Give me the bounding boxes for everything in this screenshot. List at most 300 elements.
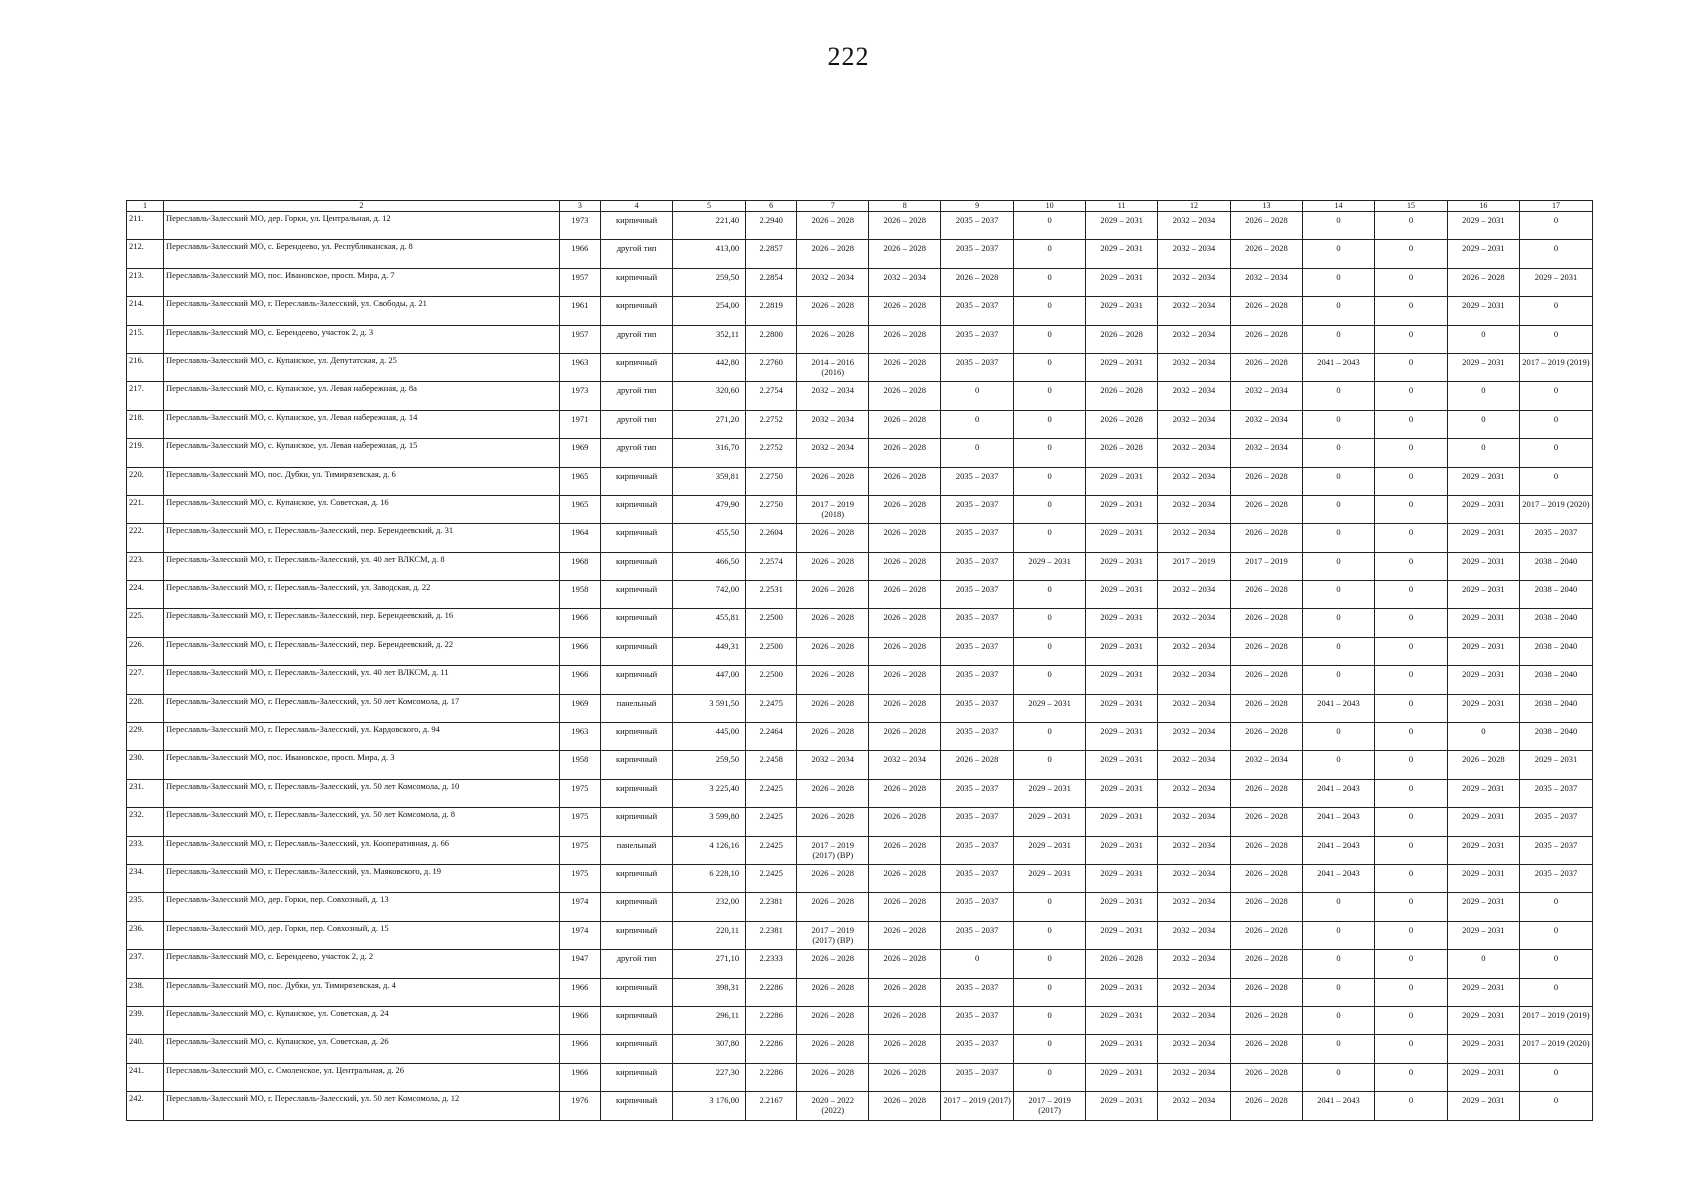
table-row: [127, 382, 1593, 410]
year-built-cell: 1968: [559, 552, 600, 580]
period-col-8-cell: 2026 – 2028: [869, 694, 941, 722]
column-number-header: 9: [941, 201, 1014, 212]
address-cell: Переславль-Залесский МО, г. Переславль-Залесский, ул. Кооперативная, д. 66: [164, 836, 560, 864]
rating-cell: 2.2500: [746, 637, 797, 665]
row-number-cell: 223.: [127, 552, 164, 580]
rating-cell: 2.2750: [746, 467, 797, 495]
rating-cell: 2.2854: [746, 268, 797, 296]
table-row: [127, 751, 1593, 779]
period-col-8-cell: 2026 – 2028: [869, 410, 941, 438]
period-col-16-cell: 2029 – 2031: [1447, 1006, 1519, 1034]
year-built-cell: 1969: [559, 694, 600, 722]
period-col-7-cell: 2026 – 2028: [797, 524, 869, 552]
period-col-10-cell: 0: [1014, 978, 1086, 1006]
period-col-10-cell: 0: [1014, 268, 1086, 296]
wall-material-cell: другой тип: [601, 439, 673, 467]
period-col-16-cell: 2029 – 2031: [1447, 212, 1519, 240]
period-col-13-cell: 2032 – 2034: [1231, 439, 1303, 467]
period-col-8-cell: 2026 – 2028: [869, 893, 941, 921]
period-col-7-cell: 2032 – 2034: [797, 751, 869, 779]
repair-schedule-table: [126, 200, 1593, 1121]
column-number-header: 2: [164, 201, 560, 212]
table-row: [127, 978, 1593, 1006]
address-cell: Переславль-Залесский МО, г. Переславль-Залесский, ул. 40 лет ВЛКСМ, д. 8: [164, 552, 560, 580]
rating-cell: 2.2531: [746, 581, 797, 609]
period-col-16-cell: 2029 – 2031: [1447, 978, 1519, 1006]
period-col-7-cell: 2026 – 2028: [797, 978, 869, 1006]
period-col-11-cell: 2029 – 2031: [1086, 779, 1158, 807]
period-col-17-cell: 2035 – 2037: [1519, 779, 1592, 807]
period-col-15-cell: 0: [1374, 240, 1447, 268]
period-col-17-cell: 0: [1519, 325, 1592, 353]
period-col-7-cell: 2026 – 2028: [797, 864, 869, 892]
period-col-10-cell: 0: [1014, 637, 1086, 665]
area-cell: 259,50: [673, 268, 746, 296]
period-col-15-cell: 0: [1374, 297, 1447, 325]
period-col-12-cell: 2032 – 2034: [1158, 779, 1231, 807]
period-col-9-cell: 2035 – 2037: [941, 495, 1014, 523]
column-number-header: 1: [127, 201, 164, 212]
period-col-9-cell: 2035 – 2037: [941, 893, 1014, 921]
address-cell: Переславль-Залесский МО, пос. Ивановское, просп. Мира, д. 3: [164, 751, 560, 779]
table-row: [127, 410, 1593, 438]
rating-cell: 2.2800: [746, 325, 797, 353]
column-number-header: 7: [797, 201, 869, 212]
period-col-16-cell: 2026 – 2028: [1447, 268, 1519, 296]
year-built-cell: 1947: [559, 950, 600, 978]
period-col-14-cell: 2041 – 2043: [1303, 694, 1375, 722]
period-col-17-cell: 0: [1519, 950, 1592, 978]
period-col-10-cell: 2029 – 2031: [1014, 864, 1086, 892]
period-col-7-cell: 2026 – 2028: [797, 694, 869, 722]
rating-cell: 2.2425: [746, 864, 797, 892]
period-col-7-cell: 2026 – 2028: [797, 325, 869, 353]
period-col-8-cell: 2026 – 2028: [869, 1063, 941, 1091]
period-col-13-cell: 2026 – 2028: [1231, 495, 1303, 523]
period-col-13-cell: 2026 – 2028: [1231, 1063, 1303, 1091]
period-col-7-cell: 2026 – 2028: [797, 637, 869, 665]
year-built-cell: 1966: [559, 609, 600, 637]
period-col-12-cell: 2032 – 2034: [1158, 950, 1231, 978]
wall-material-cell: кирпичный: [601, 1035, 673, 1063]
year-built-cell: 1974: [559, 921, 600, 949]
rating-cell: 2.2381: [746, 921, 797, 949]
address-cell: Переславль-Залесский МО, с. Купанское, ул. Левая набережная, д. 8а: [164, 382, 560, 410]
period-col-17-cell: 2038 – 2040: [1519, 637, 1592, 665]
wall-material-cell: кирпичный: [601, 495, 673, 523]
table-body: [127, 212, 1593, 1121]
row-number-cell: 232.: [127, 808, 164, 836]
period-col-10-cell: 0: [1014, 353, 1086, 381]
year-built-cell: 1957: [559, 325, 600, 353]
row-number-cell: 241.: [127, 1063, 164, 1091]
address-cell: Переславль-Залесский МО, с. Купанское, ул. Советская, д. 26: [164, 1035, 560, 1063]
rating-cell: 2.2425: [746, 808, 797, 836]
period-col-9-cell: 2035 – 2037: [941, 836, 1014, 864]
row-number-cell: 216.: [127, 353, 164, 381]
year-built-cell: 1966: [559, 1006, 600, 1034]
period-col-14-cell: 0: [1303, 893, 1375, 921]
period-col-9-cell: 2035 – 2037: [941, 666, 1014, 694]
column-number-header: 12: [1158, 201, 1231, 212]
row-number-cell: 217.: [127, 382, 164, 410]
table-row: [127, 893, 1593, 921]
period-col-12-cell: 2032 – 2034: [1158, 1035, 1231, 1063]
year-built-cell: 1966: [559, 666, 600, 694]
period-col-14-cell: 0: [1303, 382, 1375, 410]
period-col-13-cell: 2026 – 2028: [1231, 779, 1303, 807]
address-cell: Переславль-Залесский МО, с. Берендеево, участок 2, д. 3: [164, 325, 560, 353]
address-cell: Переславль-Залесский МО, с. Берендеево, участок 2, д. 2: [164, 950, 560, 978]
area-cell: 479,90: [673, 495, 746, 523]
wall-material-cell: другой тип: [601, 325, 673, 353]
period-col-15-cell: 0: [1374, 1006, 1447, 1034]
rating-cell: 2.2819: [746, 297, 797, 325]
period-col-10-cell: 0: [1014, 666, 1086, 694]
area-cell: 742,00: [673, 581, 746, 609]
period-col-10-cell: 0: [1014, 495, 1086, 523]
period-col-15-cell: 0: [1374, 978, 1447, 1006]
row-number-cell: 222.: [127, 524, 164, 552]
period-col-17-cell: 0: [1519, 893, 1592, 921]
period-col-7-cell: 2026 – 2028: [797, 609, 869, 637]
row-number-cell: 230.: [127, 751, 164, 779]
wall-material-cell: кирпичный: [601, 779, 673, 807]
period-col-11-cell: 2029 – 2031: [1086, 467, 1158, 495]
period-col-15-cell: 0: [1374, 212, 1447, 240]
period-col-14-cell: 0: [1303, 581, 1375, 609]
area-cell: 4 126,16: [673, 836, 746, 864]
table-row: [127, 524, 1593, 552]
period-col-14-cell: 2041 – 2043: [1303, 1092, 1375, 1120]
period-col-14-cell: 0: [1303, 467, 1375, 495]
period-col-15-cell: 0: [1374, 382, 1447, 410]
year-built-cell: 1975: [559, 808, 600, 836]
period-col-17-cell: 2038 – 2040: [1519, 666, 1592, 694]
column-number-header: 5: [673, 201, 746, 212]
period-col-9-cell: 2035 – 2037: [941, 353, 1014, 381]
rating-cell: 2.2464: [746, 723, 797, 751]
period-col-15-cell: 0: [1374, 268, 1447, 296]
area-cell: 220,11: [673, 921, 746, 949]
period-col-11-cell: 2029 – 2031: [1086, 1006, 1158, 1034]
table-row: [127, 950, 1593, 978]
period-col-8-cell: 2026 – 2028: [869, 978, 941, 1006]
address-cell: Переславль-Залесский МО, с. Купанское, ул. Левая набережная, д. 15: [164, 439, 560, 467]
period-col-15-cell: 0: [1374, 808, 1447, 836]
period-col-7-cell: 2026 – 2028: [797, 808, 869, 836]
period-col-14-cell: 0: [1303, 666, 1375, 694]
period-col-10-cell: 2029 – 2031: [1014, 836, 1086, 864]
rating-cell: 2.2760: [746, 353, 797, 381]
address-cell: Переславль-Залесский МО, дер. Горки, ул. Центральная, д. 12: [164, 212, 560, 240]
column-number-header: 17: [1519, 201, 1592, 212]
period-col-14-cell: 0: [1303, 950, 1375, 978]
period-col-9-cell: 2035 – 2037: [941, 609, 1014, 637]
row-number-cell: 219.: [127, 439, 164, 467]
year-built-cell: 1964: [559, 524, 600, 552]
period-col-17-cell: 2029 – 2031: [1519, 751, 1592, 779]
period-col-15-cell: 0: [1374, 921, 1447, 949]
period-col-8-cell: 2026 – 2028: [869, 552, 941, 580]
period-col-15-cell: 0: [1374, 581, 1447, 609]
wall-material-cell: другой тип: [601, 410, 673, 438]
period-col-16-cell: 2029 – 2031: [1447, 779, 1519, 807]
period-col-8-cell: 2032 – 2034: [869, 268, 941, 296]
period-col-12-cell: 2032 – 2034: [1158, 1092, 1231, 1120]
period-col-12-cell: 2032 – 2034: [1158, 836, 1231, 864]
period-col-11-cell: 2029 – 2031: [1086, 552, 1158, 580]
row-number-cell: 211.: [127, 212, 164, 240]
address-cell: Переславль-Залесский МО, г. Переславль-Залесский, ул. 50 лет Комсомола, д. 12: [164, 1092, 560, 1120]
table-row: [127, 240, 1593, 268]
year-built-cell: 1958: [559, 581, 600, 609]
rating-cell: 2.2458: [746, 751, 797, 779]
period-col-17-cell: 2038 – 2040: [1519, 694, 1592, 722]
period-col-10-cell: 2017 – 2019 (2017): [1014, 1092, 1086, 1120]
period-col-14-cell: 0: [1303, 524, 1375, 552]
period-col-15-cell: 0: [1374, 950, 1447, 978]
period-col-14-cell: 0: [1303, 637, 1375, 665]
area-cell: 466,50: [673, 552, 746, 580]
rating-cell: 2.2750: [746, 495, 797, 523]
period-col-15-cell: 0: [1374, 836, 1447, 864]
period-col-11-cell: 2029 – 2031: [1086, 581, 1158, 609]
period-col-13-cell: 2026 – 2028: [1231, 325, 1303, 353]
rating-cell: 2.2500: [746, 609, 797, 637]
rating-cell: 2.2752: [746, 410, 797, 438]
period-col-16-cell: 0: [1447, 723, 1519, 751]
table-row: [127, 836, 1593, 864]
period-col-12-cell: 2032 – 2034: [1158, 751, 1231, 779]
period-col-13-cell: 2032 – 2034: [1231, 410, 1303, 438]
year-built-cell: 1966: [559, 1035, 600, 1063]
area-cell: 6 228,10: [673, 864, 746, 892]
period-col-16-cell: 2029 – 2031: [1447, 495, 1519, 523]
area-cell: 254,00: [673, 297, 746, 325]
rating-cell: 2.2425: [746, 836, 797, 864]
period-col-16-cell: 2029 – 2031: [1447, 1063, 1519, 1091]
period-col-9-cell: 2035 – 2037: [941, 552, 1014, 580]
row-number-cell: 227.: [127, 666, 164, 694]
period-col-15-cell: 0: [1374, 637, 1447, 665]
period-col-7-cell: 2026 – 2028: [797, 552, 869, 580]
period-col-14-cell: 0: [1303, 978, 1375, 1006]
period-col-17-cell: 2035 – 2037: [1519, 808, 1592, 836]
period-col-16-cell: 2029 – 2031: [1447, 240, 1519, 268]
period-col-9-cell: 2035 – 2037: [941, 581, 1014, 609]
page-number: 222: [827, 42, 870, 71]
period-col-14-cell: 0: [1303, 1035, 1375, 1063]
year-built-cell: 1963: [559, 353, 600, 381]
period-col-10-cell: 0: [1014, 325, 1086, 353]
period-col-8-cell: 2026 – 2028: [869, 212, 941, 240]
period-col-7-cell: 2026 – 2028: [797, 581, 869, 609]
period-col-12-cell: 2032 – 2034: [1158, 268, 1231, 296]
row-number-cell: 224.: [127, 581, 164, 609]
period-col-16-cell: 2029 – 2031: [1447, 353, 1519, 381]
period-col-10-cell: 0: [1014, 410, 1086, 438]
address-cell: Переславль-Залесский МО, дер. Горки, пер. Совхозный, д. 13: [164, 893, 560, 921]
table-row: [127, 921, 1593, 949]
area-cell: 3 225,40: [673, 779, 746, 807]
period-col-11-cell: 2029 – 2031: [1086, 1035, 1158, 1063]
period-col-11-cell: 2029 – 2031: [1086, 836, 1158, 864]
address-cell: Переславль-Залесский МО, дер. Горки, пер. Совхозный, д. 15: [164, 921, 560, 949]
year-built-cell: 1966: [559, 1063, 600, 1091]
area-cell: 3 599,80: [673, 808, 746, 836]
period-col-16-cell: 2029 – 2031: [1447, 836, 1519, 864]
area-cell: 320,60: [673, 382, 746, 410]
period-col-17-cell: 2038 – 2040: [1519, 723, 1592, 751]
table-row: [127, 637, 1593, 665]
period-col-16-cell: 2029 – 2031: [1447, 1092, 1519, 1120]
area-cell: 271,10: [673, 950, 746, 978]
wall-material-cell: кирпичный: [601, 609, 673, 637]
period-col-16-cell: 2029 – 2031: [1447, 864, 1519, 892]
year-built-cell: 1975: [559, 779, 600, 807]
period-col-12-cell: 2032 – 2034: [1158, 581, 1231, 609]
period-col-15-cell: 0: [1374, 864, 1447, 892]
column-number-row: [127, 201, 1593, 212]
period-col-12-cell: 2032 – 2034: [1158, 297, 1231, 325]
period-col-11-cell: 2026 – 2028: [1086, 410, 1158, 438]
period-col-7-cell: 2026 – 2028: [797, 467, 869, 495]
address-cell: Переславль-Залесский МО, г. Переславль-Залесский, ул. 50 лет Комсомола, д. 8: [164, 808, 560, 836]
table-row: [127, 723, 1593, 751]
period-col-17-cell: 0: [1519, 297, 1592, 325]
period-col-8-cell: 2026 – 2028: [869, 581, 941, 609]
period-col-14-cell: 0: [1303, 609, 1375, 637]
table-row: [127, 467, 1593, 495]
wall-material-cell: кирпичный: [601, 808, 673, 836]
period-col-9-cell: 2035 – 2037: [941, 723, 1014, 751]
period-col-12-cell: 2032 – 2034: [1158, 410, 1231, 438]
period-col-17-cell: 2035 – 2037: [1519, 864, 1592, 892]
period-col-13-cell: 2026 – 2028: [1231, 467, 1303, 495]
table-row: [127, 779, 1593, 807]
period-col-14-cell: 0: [1303, 552, 1375, 580]
rating-cell: 2.2940: [746, 212, 797, 240]
period-col-8-cell: 2026 – 2028: [869, 1006, 941, 1034]
period-col-13-cell: 2026 – 2028: [1231, 212, 1303, 240]
wall-material-cell: кирпичный: [601, 581, 673, 609]
period-col-13-cell: 2032 – 2034: [1231, 751, 1303, 779]
period-col-12-cell: 2032 – 2034: [1158, 637, 1231, 665]
period-col-7-cell: 2020 – 2022 (2022): [797, 1092, 869, 1120]
period-col-10-cell: 0: [1014, 581, 1086, 609]
period-col-17-cell: 0: [1519, 382, 1592, 410]
period-col-14-cell: 0: [1303, 410, 1375, 438]
period-col-14-cell: 2041 – 2043: [1303, 864, 1375, 892]
period-col-14-cell: 0: [1303, 240, 1375, 268]
area-cell: 449,31: [673, 637, 746, 665]
row-number-cell: 240.: [127, 1035, 164, 1063]
address-cell: Переславль-Залесский МО, пос. Дубки, ул. Тимирязевская, д. 6: [164, 467, 560, 495]
period-col-15-cell: 0: [1374, 524, 1447, 552]
wall-material-cell: кирпичный: [601, 268, 673, 296]
period-col-17-cell: 0: [1519, 921, 1592, 949]
period-col-14-cell: 0: [1303, 495, 1375, 523]
period-col-13-cell: 2026 – 2028: [1231, 1035, 1303, 1063]
period-col-10-cell: 0: [1014, 297, 1086, 325]
table-row: [127, 694, 1593, 722]
period-col-11-cell: 2029 – 2031: [1086, 921, 1158, 949]
period-col-12-cell: 2032 – 2034: [1158, 240, 1231, 268]
period-col-10-cell: 2029 – 2031: [1014, 779, 1086, 807]
period-col-16-cell: 2029 – 2031: [1447, 524, 1519, 552]
period-col-15-cell: 0: [1374, 325, 1447, 353]
address-cell: Переславль-Залесский МО, с. Купанское, ул. Советская, д. 24: [164, 1006, 560, 1034]
wall-material-cell: кирпичный: [601, 637, 673, 665]
period-col-15-cell: 0: [1374, 467, 1447, 495]
row-number-cell: 214.: [127, 297, 164, 325]
period-col-15-cell: 0: [1374, 1035, 1447, 1063]
address-cell: Переславль-Залесский МО, с. Смоленское, ул. Центральная, д. 26: [164, 1063, 560, 1091]
period-col-16-cell: 2029 – 2031: [1447, 637, 1519, 665]
period-col-8-cell: 2026 – 2028: [869, 467, 941, 495]
period-col-13-cell: 2026 – 2028: [1231, 978, 1303, 1006]
period-col-7-cell: 2032 – 2034: [797, 439, 869, 467]
wall-material-cell: кирпичный: [601, 524, 673, 552]
period-col-16-cell: 0: [1447, 950, 1519, 978]
rating-cell: 2.2475: [746, 694, 797, 722]
address-cell: Переславль-Залесский МО, г. Переславль-Залесский, пер. Берендеевский, д. 16: [164, 609, 560, 637]
period-col-10-cell: 2029 – 2031: [1014, 552, 1086, 580]
period-col-9-cell: 2035 – 2037: [941, 921, 1014, 949]
period-col-15-cell: 0: [1374, 779, 1447, 807]
period-col-9-cell: 2035 – 2037: [941, 1035, 1014, 1063]
period-col-15-cell: 0: [1374, 439, 1447, 467]
period-col-11-cell: 2029 – 2031: [1086, 1063, 1158, 1091]
period-col-10-cell: 0: [1014, 240, 1086, 268]
period-col-13-cell: 2026 – 2028: [1231, 808, 1303, 836]
address-cell: Переславль-Залесский МО, г. Переславль-Залесский, ул. 40 лет ВЛКСМ, д. 11: [164, 666, 560, 694]
area-cell: 445,00: [673, 723, 746, 751]
period-col-8-cell: 2026 – 2028: [869, 666, 941, 694]
period-col-13-cell: 2032 – 2034: [1231, 268, 1303, 296]
period-col-8-cell: 2032 – 2034: [869, 751, 941, 779]
period-col-11-cell: 2029 – 2031: [1086, 524, 1158, 552]
rating-cell: 2.2381: [746, 893, 797, 921]
period-col-11-cell: 2029 – 2031: [1086, 1092, 1158, 1120]
period-col-15-cell: 0: [1374, 1092, 1447, 1120]
table-row: [127, 552, 1593, 580]
period-col-10-cell: 0: [1014, 382, 1086, 410]
year-built-cell: 1973: [559, 212, 600, 240]
year-built-cell: 1976: [559, 1092, 600, 1120]
period-col-12-cell: 2032 – 2034: [1158, 524, 1231, 552]
period-col-9-cell: 2035 – 2037: [941, 467, 1014, 495]
period-col-12-cell: 2032 – 2034: [1158, 325, 1231, 353]
table-row: [127, 808, 1593, 836]
wall-material-cell: кирпичный: [601, 552, 673, 580]
year-built-cell: 1974: [559, 893, 600, 921]
period-col-7-cell: 2026 – 2028: [797, 240, 869, 268]
period-col-17-cell: 0: [1519, 212, 1592, 240]
period-col-16-cell: 2029 – 2031: [1447, 1035, 1519, 1063]
area-cell: 259,50: [673, 751, 746, 779]
period-col-14-cell: 2041 – 2043: [1303, 808, 1375, 836]
rating-cell: 2.2754: [746, 382, 797, 410]
period-col-11-cell: 2029 – 2031: [1086, 240, 1158, 268]
row-number-cell: 236.: [127, 921, 164, 949]
period-col-7-cell: 2026 – 2028: [797, 950, 869, 978]
rating-cell: 2.2604: [746, 524, 797, 552]
wall-material-cell: панельный: [601, 836, 673, 864]
period-col-8-cell: 2026 – 2028: [869, 495, 941, 523]
period-col-13-cell: 2026 – 2028: [1231, 524, 1303, 552]
